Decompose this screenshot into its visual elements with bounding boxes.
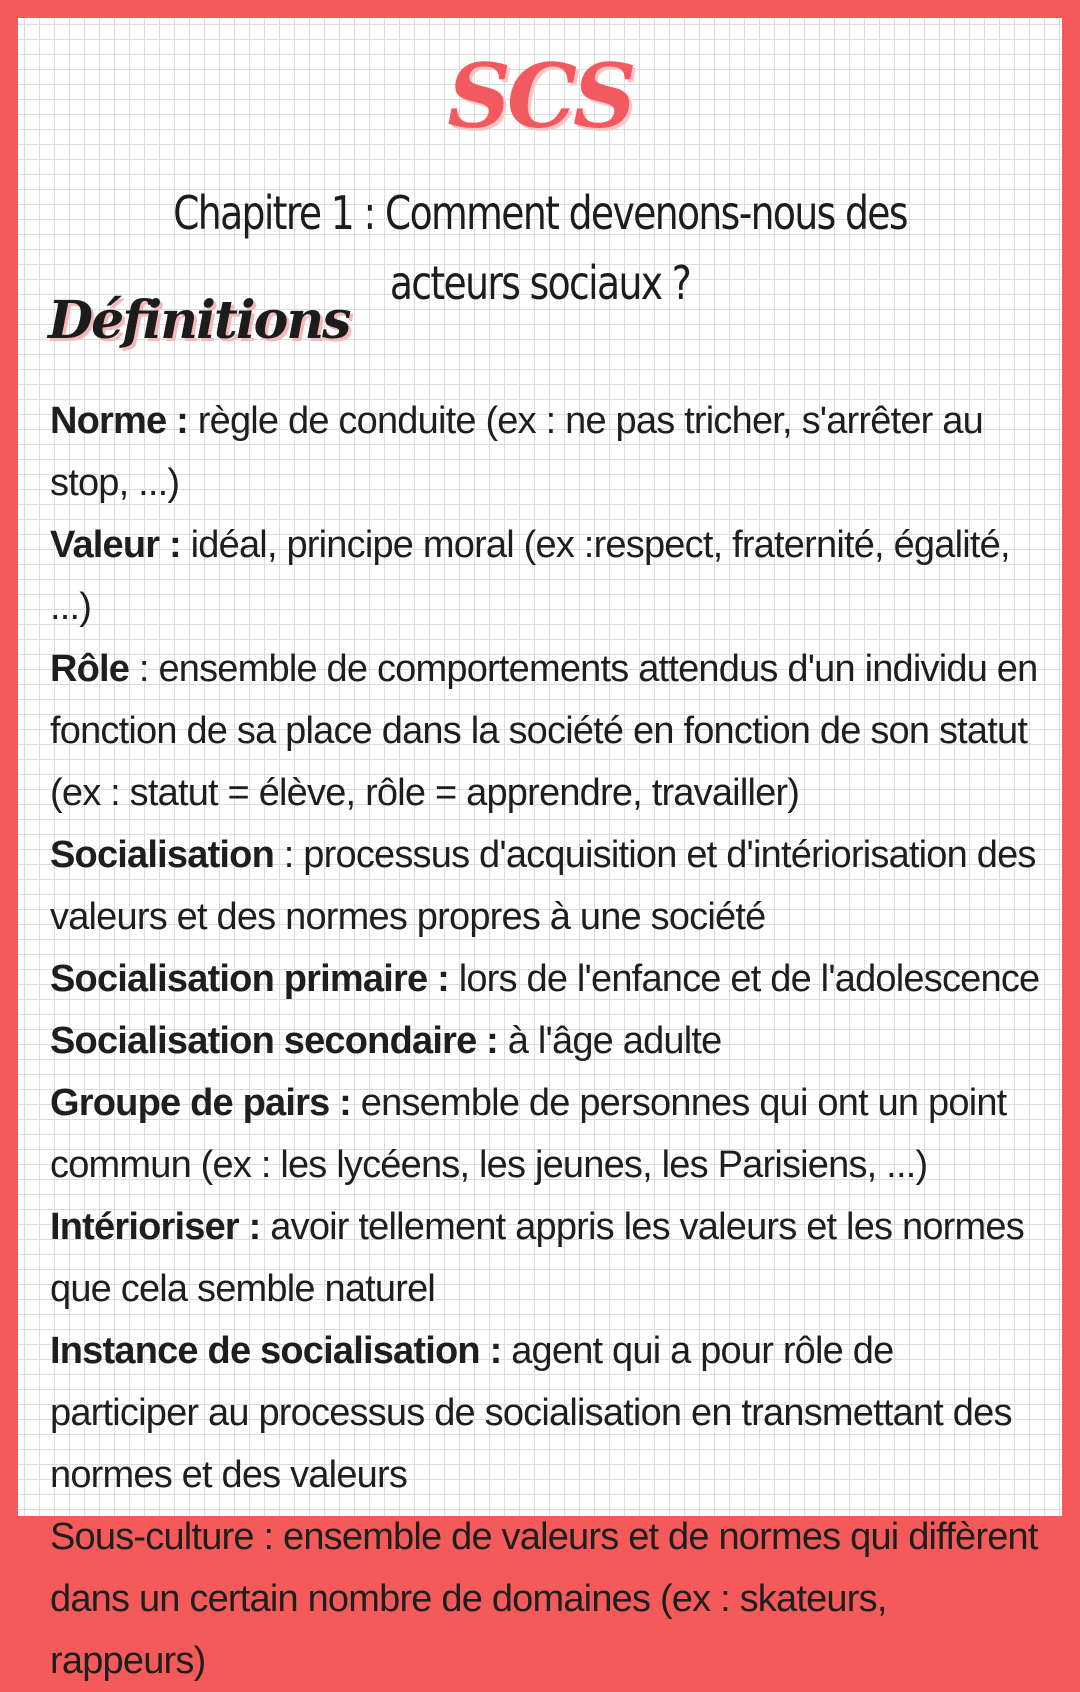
definition-term: Socialisation primaire	[50, 958, 428, 1000]
definition-text: ensemble de comportements attendus d'un individu en fonction de sa place dans la société en fonction de son statut (ex : statut = élève, rôle = apprendre, travailler)	[50, 648, 1038, 814]
definition-text: Sous-culture : ensemble de valeurs et de normes qui diffèrent dans un certain nombre de domaines (ex : skateurs, rappeurs)	[50, 1516, 1038, 1682]
page-title: SCS	[447, 44, 633, 148]
definition-separator: :	[479, 1330, 512, 1372]
definition-text: ensemble de personnes qui ont un point commun (ex : les lycéens, les jeunes, les Parisiens, ...)	[50, 1082, 1007, 1186]
chapter-heading: Chapitre 1 : Comment devenons-nous des acteurs sociaux ?	[173, 186, 907, 310]
definition-separator: :	[166, 400, 198, 442]
grid-paper-sheet	[18, 18, 1062, 1682]
definition-item-groupe-de-pairs	[50, 1072, 1050, 1196]
definition-separator: :	[329, 1082, 361, 1124]
definition-text: avoir tellement appris les valeurs et les normes que cela semble naturel	[50, 1206, 1024, 1310]
definition-text: règle de conduite (ex : ne pas tricher, s'arrêter au stop, ...)	[50, 400, 983, 504]
definition-term: Intérioriser	[50, 1206, 239, 1248]
definition-term: Instance de socialisation	[50, 1330, 480, 1372]
definition-item-instance-de-socialisation	[50, 1320, 1050, 1506]
definition-term: Rôle	[50, 648, 130, 690]
definition-separator: :	[129, 648, 159, 690]
definition-separator: :	[274, 834, 304, 876]
definition-text: processus d'acquisition et d'intériorisation des valeurs et des normes propres à une société	[50, 834, 1036, 938]
definition-separator: :	[427, 958, 459, 1000]
definition-item-socialisation-secondaire	[50, 1010, 1050, 1072]
definition-item-valeur	[50, 514, 1050, 638]
definition-item-role	[50, 638, 1050, 824]
definition-term: Groupe de pairs	[50, 1082, 330, 1124]
definition-term: Norme	[50, 400, 167, 442]
definition-item-socialisation-primaire	[50, 948, 1050, 1010]
definition-separator: :	[238, 1206, 271, 1248]
definition-term: Valeur	[50, 524, 160, 566]
definition-separator: :	[476, 1020, 508, 1062]
definition-text: idéal, principe moral (ex :respect, fraternité, égalité, ...)	[50, 524, 1010, 628]
definition-term: Socialisation secondaire	[50, 1020, 477, 1062]
definition-item-norme	[50, 390, 1050, 514]
definition-term: Socialisation	[50, 834, 275, 876]
definition-item-interioriser	[50, 1196, 1050, 1320]
definitions-list	[50, 390, 1050, 1692]
definition-item-socialisation	[50, 824, 1050, 948]
definition-text: lors de l'enfance et de l'adolescence	[458, 958, 1040, 1000]
definition-text: agent qui a pour rôle de participer au processus de socialisation en transmettant des normes et des valeurs	[50, 1330, 1012, 1496]
section-title: Définitions	[48, 290, 350, 351]
definition-text: à l'âge adulte	[507, 1020, 722, 1062]
definition-separator: :	[159, 524, 191, 566]
